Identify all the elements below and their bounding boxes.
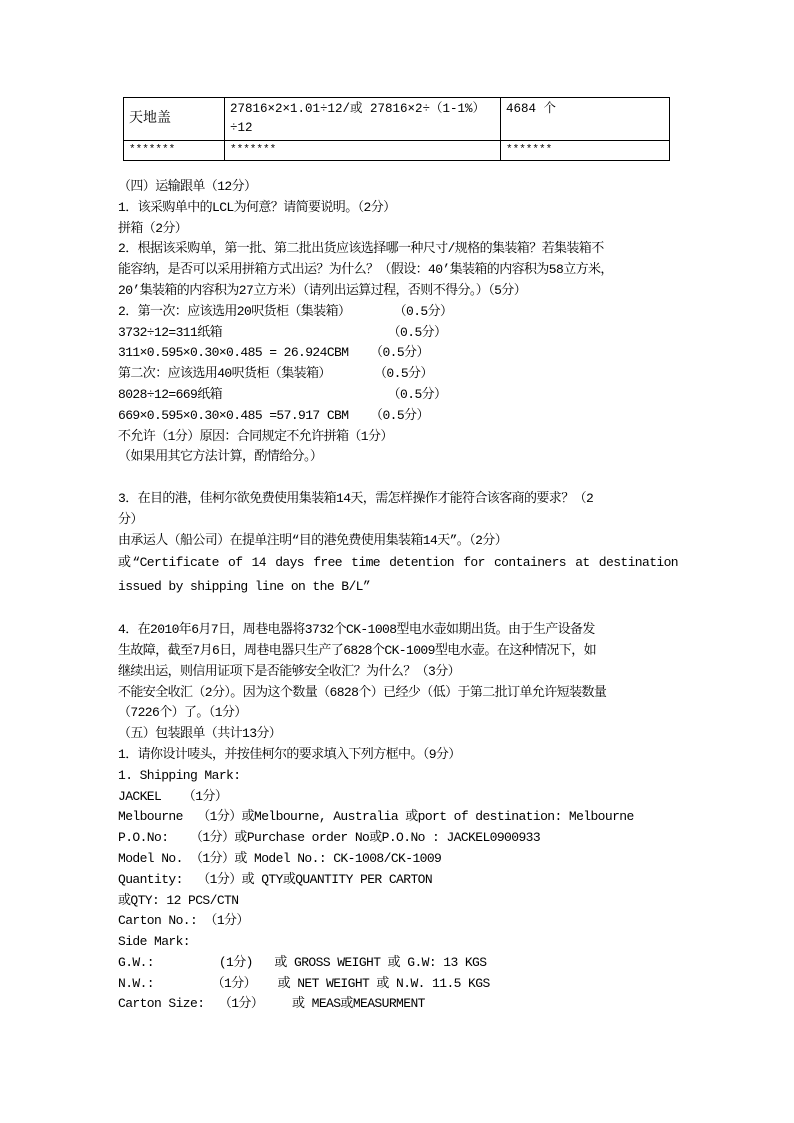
answer: issued by shipping line on the B/L” bbox=[118, 579, 371, 595]
table-row bbox=[124, 98, 670, 141]
answer: 第二次：应该选用40呎货柜（集装箱） （0.5分） bbox=[118, 366, 433, 382]
mark-line: N.W.: （1分） 或 NET WEIGHT 或 N.W. 11.5 KGS bbox=[118, 975, 490, 991]
table-row bbox=[124, 141, 670, 161]
answer: 不允许（1分）原因：合同规定不允许拼箱（1分） bbox=[118, 428, 393, 444]
mark-line: Model No. （1分）或 Model No.: CK-1008/CK-1009 bbox=[118, 850, 442, 866]
answer: 或“Certificate of 14 days free time detention for containers at destination bbox=[118, 555, 678, 571]
mark-line: 或QTY: 12 PCS/CTN bbox=[118, 892, 239, 908]
answer: 3732÷12=311纸箱 （0.5分） bbox=[118, 324, 447, 340]
materials-table bbox=[123, 97, 670, 161]
answer: 8028÷12=669纸箱 （0.5分） bbox=[118, 386, 447, 402]
question: 2．根据该采购单，第一批、第二批出货应该选择哪一种尺寸/规格的集装箱？若集装箱不 bbox=[118, 241, 604, 257]
mark-line: JACKEL （1分） bbox=[118, 788, 228, 804]
answer: （7226个）了。（1分） bbox=[118, 705, 247, 721]
mark-line: Quantity: （1分）或 QTY或QUANTITY PER CARTON bbox=[118, 871, 433, 887]
question: 分） bbox=[118, 511, 143, 527]
table-cell: ******* bbox=[501, 141, 670, 161]
question: 继续出运，则信用证项下是否能够安全收汇？为什么？（3分） bbox=[118, 663, 461, 679]
answer: 拼箱（2分） bbox=[118, 220, 188, 236]
answer: 2．第一次：应该选用20呎货柜（集装箱） （0.5分） bbox=[118, 303, 453, 319]
question: 能容纳，是否可以采用拼箱方式出运？为什么？（假设：40’集装箱的内容积为58立方米， bbox=[118, 262, 613, 278]
section-heading: （五）包装跟单（共计13分） bbox=[118, 726, 282, 742]
table-cell: ******* bbox=[124, 141, 225, 161]
table-cell: 4684 个 bbox=[501, 98, 670, 141]
answer: 311×0.595×0.30×0.485 = 26.924CBM （0.5分） bbox=[118, 345, 429, 361]
mark-line: Side Mark: bbox=[118, 934, 191, 950]
question: 20’集装箱的内容积为27立方米）（请列出运算过程，否则不得分。）（5分） bbox=[118, 282, 527, 298]
question: 生故障，截至7月6日，周巷电器只生产了6828个CK-1009型电水壶。在这种情况下，如 bbox=[118, 642, 597, 658]
mark-line: Carton Size: （1分） 或 MEAS或MEASURMENT bbox=[118, 996, 425, 1012]
table-cell: 27816×2×1.01÷12/或 27816×2÷（1-1%）÷12 bbox=[225, 98, 501, 141]
answer: 由承运人（船公司）在提单注明“目的港免费使用集装箱14天”。（2分） bbox=[118, 532, 508, 548]
mark-line: 1. Shipping Mark: bbox=[118, 767, 241, 783]
table-cell: ******* bbox=[225, 141, 501, 161]
question: 1．该采购单中的LCL为何意？请简要说明。（2分） bbox=[118, 199, 396, 215]
mark-line: Melbourne （1分）或Melbourne, Australia 或port of destination: Melbourne bbox=[118, 809, 634, 825]
question: 3．在目的港，佳柯尔欲免费使用集装箱14天，需怎样操作才能符合该客商的要求？（2 bbox=[118, 490, 594, 506]
document-body bbox=[118, 177, 678, 1015]
section-heading: （四）运输跟单（12分） bbox=[118, 179, 257, 194]
table-cell: 天地盖 bbox=[124, 98, 225, 141]
mark-line: Carton No.: （1分） bbox=[118, 913, 249, 929]
answer: （如果用其它方法计算，酌情给分。） bbox=[118, 449, 323, 465]
mark-line: P.O.No: （1分）或Purchase order No或P.O.No : JACKEL0900933 bbox=[118, 830, 541, 846]
question: 4．在2010年6月7日，周巷电器将3732个CK-1008型电水壶如期出货。由于生产设备发 bbox=[118, 622, 595, 638]
question: 1．请你设计唛头，并按佳柯尔的要求填入下列方框中。（9分） bbox=[118, 746, 461, 762]
answer: 不能安全收汇（2分）。因为这个数量（6828个）已经少（低）于第二批订单允许短装数量 bbox=[118, 684, 607, 700]
answer: 669×0.595×0.30×0.485 =57.917 CBM （0.5分） bbox=[118, 407, 429, 423]
mark-line: G.W.: (1分) 或 GROSS WEIGHT 或 G.W: 13 KGS bbox=[118, 954, 487, 970]
